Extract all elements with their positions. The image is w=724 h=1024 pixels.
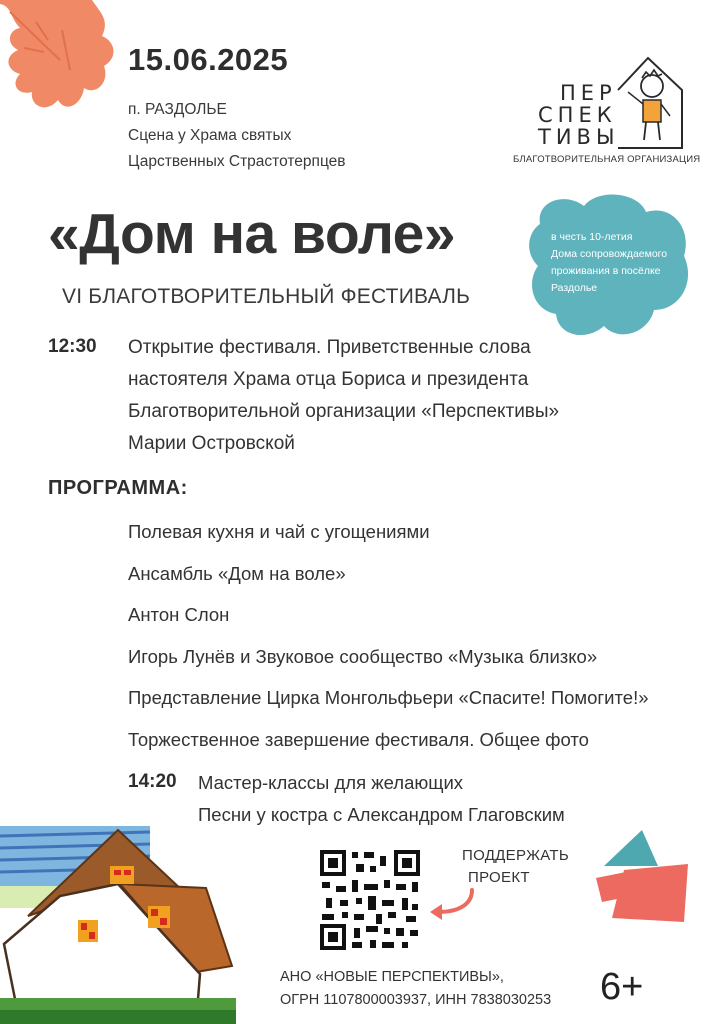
org-line: АНО «НОВЫЕ ПЕРСПЕКТИВЫ», [280,969,504,985]
logo-line: ТИВЫ [538,125,620,149]
qr-code[interactable] [318,848,422,952]
cloud-note [551,229,667,297]
festival-title: «Дом на воле» [48,202,456,266]
cloud-line: проживания в посёлке [551,265,661,277]
leaf-drawing [0,0,120,120]
festival-subtitle: VI БЛАГОТВОРИТЕЛЬНЫЙ ФЕСТИВАЛЬ [62,285,471,308]
support-line: ПОДДЕРЖАТЬ [462,847,569,864]
masterclass-description [198,767,565,831]
organization-details [280,966,551,1012]
logo-drawing [608,52,694,152]
opening-line: настоятеля Храма отца Бориса и президента [128,369,529,390]
logo-wordmark [538,82,619,148]
arrow-icon [426,888,478,920]
program-item: Представление Цирка Монгольфьери «Спасите! Помогите!» [128,687,649,708]
venue [128,97,346,175]
house-drawing [0,826,236,1024]
cloud-line: в честь 10-летия [551,231,633,243]
venue-line: п. РАЗДОЛЬЕ [128,101,227,118]
program-item: Антон Слон [128,604,230,625]
logo-line: ПЕР [560,81,617,105]
program-item: Полевая кухня и чай с угощениями [128,521,430,542]
opening-description [128,332,559,460]
masterclass-line: Песни у костра с Александром Глаговским [198,804,565,825]
logo-line: СПЕК [538,103,617,127]
event-date: 15.06.2025 [128,42,289,77]
masterclass-line: Мастер-классы для желающих [198,772,464,793]
venue-line: Сцена у Храма святых [128,127,292,144]
opening-time: 12:30 [48,336,97,357]
geometric-shapes [596,826,706,928]
program-list [128,518,649,767]
masterclass-time: 14:20 [128,771,177,792]
support-project-label [462,845,569,889]
opening-line: Марии Островской [128,433,295,454]
program-heading: ПРОГРАММА: [48,477,188,499]
cloud-line: Дома сопровождаемого [551,248,668,260]
program-item: Ансамбль «Дом на воле» [128,562,346,584]
age-rating: 6+ [600,966,644,1008]
opening-line: Благотворительной организации «Перспективы» [128,401,560,422]
opening-line: Открытие фестиваля. Приветственные слова [128,337,531,358]
support-line: ПРОЕКТ [468,869,530,886]
org-line: ОГРН 1107800003937, ИНН 7838030253 [280,992,552,1008]
cloud-line: Раздолье [551,282,598,294]
program-item: Игорь Лунёв и Звуковое сообщество «Музыка близко» [128,645,598,667]
venue-line: Царственных Страстотерпцев [128,153,346,170]
program-item: Торжественное завершение фестиваля. Общее фото [128,728,589,750]
logo-subtitle: БЛАГОТВОРИТЕЛЬНАЯ ОРГАНИЗАЦИЯ [513,154,701,165]
